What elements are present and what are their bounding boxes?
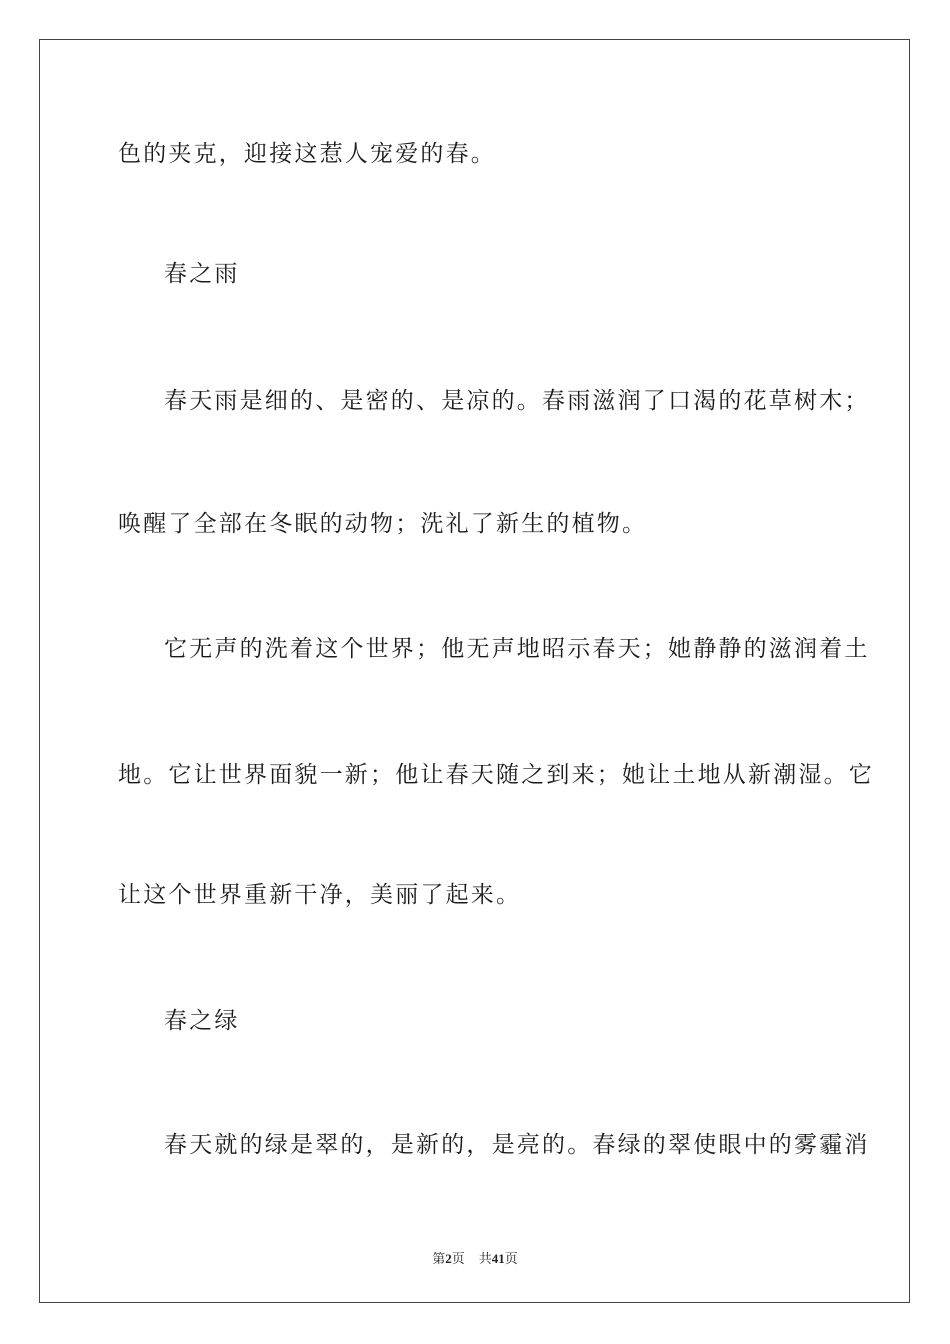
footer-total-suffix: 页 (504, 1251, 518, 1266)
text-line-7: 让这个世界重新干净，美丽了起来。 (118, 882, 522, 908)
footer-page-suffix: 页 (451, 1251, 465, 1266)
page-border (39, 39, 910, 1303)
text-line-3: 春天雨是细的、是密的、是凉的。春雨滋润了口渴的花草树木； (164, 388, 870, 414)
text-line-4: 唤醒了全部在冬眠的动物；洗礼了新生的植物。 (118, 511, 648, 537)
footer-total-pages: 41 (491, 1251, 505, 1266)
text-line-6: 地。它让世界面貌一新；他让春天随之到来；她让土地从新潮湿。它 (118, 762, 874, 788)
section-heading-spring-rain: 春之雨 (164, 261, 240, 287)
text-line-1: 色的夹克，迎接这惹人宠爱的春。 (118, 141, 496, 167)
footer-page-number: 2 (445, 1251, 452, 1266)
footer-total-prefix: 共 (478, 1251, 492, 1266)
section-heading-spring-green: 春之绿 (164, 1008, 240, 1034)
footer-page-prefix: 第 (432, 1251, 446, 1266)
page-footer (0, 1248, 950, 1267)
text-line-5: 它无声的洗着这个世界；他无声地昭示春天；她静静的滋润着土 (164, 636, 870, 662)
text-line-9: 春天就的绿是翠的，是新的，是亮的。春绿的翠使眼中的雾霾消 (164, 1132, 870, 1158)
